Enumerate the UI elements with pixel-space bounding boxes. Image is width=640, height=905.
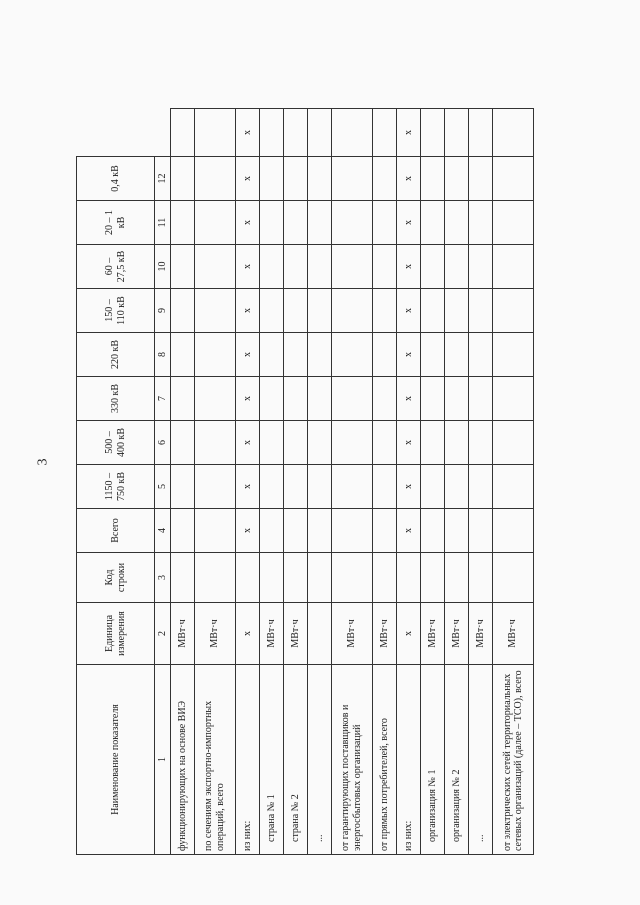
value-cell (469, 109, 493, 157)
value-cell (493, 201, 534, 245)
table-row (235, 109, 259, 855)
value-cell (283, 109, 307, 157)
unit-cell: х (235, 603, 259, 665)
value-cell (308, 333, 332, 377)
value-cell (445, 157, 469, 201)
value-cell: х (396, 333, 420, 377)
header-cell: 0,4 кВ (77, 157, 155, 201)
unit-cell: МВт·ч (445, 603, 469, 665)
value-cell (420, 157, 444, 201)
column-number-cell: 3 (155, 553, 171, 603)
value-cell (372, 421, 396, 465)
header-cell: Единица измерения (77, 603, 155, 665)
row-code-cell (469, 553, 493, 603)
column-number-cell: 5 (155, 465, 171, 509)
row-code-cell (283, 553, 307, 603)
row-code-cell (396, 553, 420, 603)
unit-cell: МВт·ч (259, 603, 283, 665)
value-cell (259, 245, 283, 289)
value-cell (171, 201, 195, 245)
indicator-name-cell: страна № 2 (283, 665, 307, 855)
value-cell (171, 509, 195, 553)
value-cell (308, 289, 332, 333)
value-cell (493, 245, 534, 289)
value-cell (195, 509, 236, 553)
value-cell (469, 333, 493, 377)
value-cell (445, 245, 469, 289)
value-cell (493, 421, 534, 465)
header-cell: 330 кВ (77, 377, 155, 421)
table-row (445, 109, 469, 855)
value-cell (469, 245, 493, 289)
value-cell: х (396, 465, 420, 509)
value-cell (332, 109, 373, 157)
value-cell (420, 421, 444, 465)
indicator-name-cell: ... (469, 665, 493, 855)
value-cell (445, 421, 469, 465)
indicator-name-cell: от гарантирующих поставщиков и энергосбытовых организаций (332, 665, 373, 855)
indicator-name-cell: организация № 2 (445, 665, 469, 855)
value-cell (259, 465, 283, 509)
header-row (77, 109, 155, 855)
header-cell: 220 кВ (77, 333, 155, 377)
header-cell: 60 – 27,5 кВ (77, 245, 155, 289)
header-cell: 500 – 400 кВ (77, 421, 155, 465)
value-cell (332, 245, 373, 289)
table-row (469, 109, 493, 855)
value-cell (195, 421, 236, 465)
value-cell (420, 509, 444, 553)
column-number-cell: 6 (155, 421, 171, 465)
unit-cell: МВт·ч (332, 603, 373, 665)
value-cell (259, 289, 283, 333)
value-cell (259, 201, 283, 245)
value-cell (283, 421, 307, 465)
value-cell (372, 109, 396, 157)
value-cell (259, 509, 283, 553)
value-cell (195, 465, 236, 509)
unit-cell: МВт·ч (420, 603, 444, 665)
value-cell (493, 157, 534, 201)
value-cell (195, 157, 236, 201)
value-cell: х (396, 201, 420, 245)
table-row (259, 109, 283, 855)
value-cell (283, 509, 307, 553)
value-cell (283, 157, 307, 201)
value-cell (332, 421, 373, 465)
row-code-cell (195, 553, 236, 603)
value-cell (171, 421, 195, 465)
value-cell (445, 201, 469, 245)
value-cell (283, 201, 307, 245)
unit-cell (308, 603, 332, 665)
row-code-cell (235, 553, 259, 603)
value-cell (372, 377, 396, 421)
value-cell (195, 245, 236, 289)
value-cell (332, 289, 373, 333)
column-number-cell: 12 (155, 157, 171, 201)
value-cell (332, 465, 373, 509)
value-cell (420, 201, 444, 245)
value-cell (445, 509, 469, 553)
value-cell (493, 377, 534, 421)
unit-cell: МВт·ч (372, 603, 396, 665)
value-cell (469, 289, 493, 333)
row-code-cell (171, 553, 195, 603)
column-number-cell: 11 (155, 201, 171, 245)
value-cell (445, 333, 469, 377)
value-cell (171, 333, 195, 377)
value-cell: х (235, 289, 259, 333)
value-cell (171, 465, 195, 509)
header-cell: Наименование показателя (77, 665, 155, 855)
value-cell (420, 377, 444, 421)
column-number-cell: 10 (155, 245, 171, 289)
value-cell (308, 109, 332, 157)
value-cell: х (235, 333, 259, 377)
value-cell (469, 509, 493, 553)
indicator-name-cell: страна № 1 (259, 665, 283, 855)
rotated-table-wrapper (76, 108, 534, 855)
table-row (396, 109, 420, 855)
value-cell (420, 245, 444, 289)
table-row (493, 109, 534, 855)
value-cell (259, 157, 283, 201)
indicator-name-cell: ... (308, 665, 332, 855)
value-cell (493, 509, 534, 553)
value-cell: х (235, 245, 259, 289)
header-cell: Всего (77, 509, 155, 553)
value-cell: х (235, 421, 259, 465)
column-number-cell: 1 (155, 665, 171, 855)
value-cell (372, 333, 396, 377)
value-cell: х (235, 201, 259, 245)
value-cell: х (235, 465, 259, 509)
value-cell (469, 157, 493, 201)
value-cell (493, 333, 534, 377)
value-cell (259, 377, 283, 421)
value-cell (469, 201, 493, 245)
column-number-cell: 8 (155, 333, 171, 377)
value-cell (332, 157, 373, 201)
value-cell (283, 465, 307, 509)
indicator-name-cell: от прямых потребителей, всего (372, 665, 396, 855)
value-cell (195, 289, 236, 333)
value-cell (420, 109, 444, 157)
value-cell: х (396, 421, 420, 465)
value-cell (445, 377, 469, 421)
value-cell (372, 465, 396, 509)
value-cell: х (235, 509, 259, 553)
row-code-cell (445, 553, 469, 603)
row-code-cell (493, 553, 534, 603)
value-cell (469, 377, 493, 421)
value-cell (195, 109, 236, 157)
value-cell (372, 289, 396, 333)
value-cell (259, 421, 283, 465)
value-cell (372, 245, 396, 289)
unit-cell: МВт·ч (469, 603, 493, 665)
value-cell (171, 289, 195, 333)
row-code-cell (332, 553, 373, 603)
value-cell: х (396, 157, 420, 201)
header-cell: 150 – 110 кВ (77, 289, 155, 333)
unit-cell: МВт·ч (493, 603, 534, 665)
column-number-cell: 9 (155, 289, 171, 333)
value-cell (469, 421, 493, 465)
value-cell (332, 201, 373, 245)
unit-cell: х (396, 603, 420, 665)
value-cell (469, 465, 493, 509)
value-cell: х (396, 377, 420, 421)
value-cell (420, 289, 444, 333)
header-cell: 20 – 1 кВ (77, 201, 155, 245)
value-cell (445, 109, 469, 157)
value-cell (332, 377, 373, 421)
value-cell (332, 509, 373, 553)
unit-cell: МВт·ч (283, 603, 307, 665)
table-row (171, 109, 195, 855)
table-row (308, 109, 332, 855)
value-cell (283, 289, 307, 333)
value-cell (259, 333, 283, 377)
table-row (283, 109, 307, 855)
value-cell (171, 245, 195, 289)
value-cell: х (235, 157, 259, 201)
unit-cell: МВт·ч (195, 603, 236, 665)
value-cell (445, 465, 469, 509)
indicator-name-cell: функционирующих на основе ВИЭ (171, 665, 195, 855)
value-cell (259, 109, 283, 157)
row-code-cell (259, 553, 283, 603)
value-cell (308, 465, 332, 509)
header-cell: 1150 – 750 кВ (77, 465, 155, 509)
column-number-cell: 4 (155, 509, 171, 553)
indicator-name-cell: от электрических сетей территориальных сетевых организаций (далее – ТСО), всего (493, 665, 534, 855)
value-cell (308, 509, 332, 553)
value-cell (171, 109, 195, 157)
value-cell (195, 377, 236, 421)
value-cell (171, 157, 195, 201)
row-code-cell (308, 553, 332, 603)
value-cell: х (235, 109, 259, 157)
column-number-cell: 7 (155, 377, 171, 421)
value-cell: х (235, 377, 259, 421)
table-row (420, 109, 444, 855)
indicator-name-cell: по сечениям экспортно-импортных операций, всего (195, 665, 236, 855)
value-cell (283, 377, 307, 421)
value-cell (283, 333, 307, 377)
column-number-cell: 2 (155, 603, 171, 665)
value-cell: х (396, 509, 420, 553)
column-number-row (155, 109, 171, 855)
indicator-name-cell: организация № 1 (420, 665, 444, 855)
value-cell: х (396, 289, 420, 333)
value-cell (308, 157, 332, 201)
value-cell (308, 377, 332, 421)
row-code-cell (372, 553, 396, 603)
table-row (372, 109, 396, 855)
value-cell: х (396, 109, 420, 157)
value-cell (308, 201, 332, 245)
value-cell (195, 333, 236, 377)
value-cell (332, 333, 373, 377)
value-cell (493, 109, 534, 157)
value-cell (420, 333, 444, 377)
indicator-name-cell: из них: (396, 665, 420, 855)
table-row (332, 109, 373, 855)
value-cell (493, 465, 534, 509)
value-cell (372, 157, 396, 201)
row-code-cell (420, 553, 444, 603)
value-cell (308, 245, 332, 289)
value-cell: х (396, 245, 420, 289)
value-cell (171, 377, 195, 421)
value-cell (493, 289, 534, 333)
value-cell (372, 509, 396, 553)
value-cell (308, 421, 332, 465)
indicator-table (76, 108, 534, 855)
value-cell (195, 201, 236, 245)
value-cell (283, 245, 307, 289)
value-cell (372, 201, 396, 245)
indicator-name-cell: из них: (235, 665, 259, 855)
table-row (195, 109, 236, 855)
value-cell (445, 289, 469, 333)
header-cell: Код строки (77, 553, 155, 603)
unit-cell: МВт·ч (171, 603, 195, 665)
page-number: 3 (35, 458, 51, 466)
value-cell (420, 465, 444, 509)
